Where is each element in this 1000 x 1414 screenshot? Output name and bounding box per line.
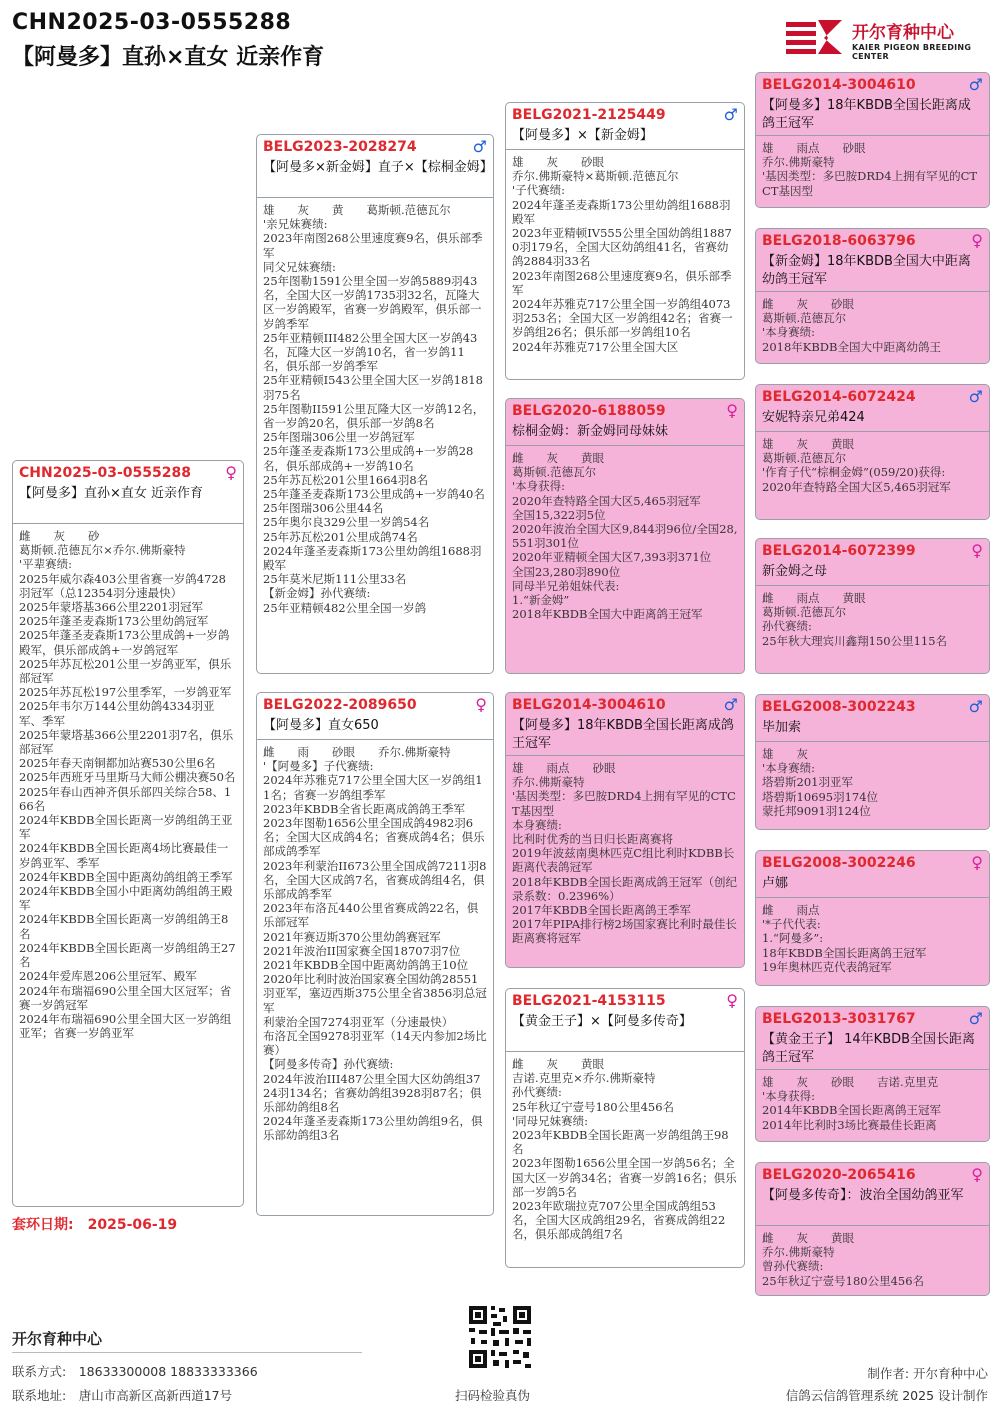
card-line: 2023年布洛瓦440公里省赛成鸽22名，俱乐部冠军	[263, 901, 479, 930]
card-dam	[256, 692, 494, 1216]
card-title: 【黄金王子】×【阿曼多传奇】	[512, 1014, 692, 1029]
card-line: 2024年KBDB全国小中距离幼鸽组鸽王殿军	[19, 884, 233, 913]
card-body	[512, 155, 738, 377]
card-line: 乔尔.佛斯豪特	[512, 775, 585, 790]
card-line: 2025年蓬圣麦森斯173公里成鸽+一岁鸽殿军，俱乐部成鸽+一岁鸽冠军	[19, 628, 230, 657]
ring-number: BELG2013-3031767	[762, 1011, 916, 1027]
card-line: 25年亚精顿482公里全国一岁鸽	[263, 600, 427, 615]
card-line: 雄 灰 黄 葛斯顿.范德瓦尔	[263, 203, 451, 217]
card-line: 2025年西班牙马里斯马大师公棚决赛50名	[19, 770, 236, 785]
card-line: 25年蓬圣麦森斯173公里成鸽+一岁鸽40名	[263, 487, 485, 502]
card-line: '本身获得:	[762, 1089, 816, 1104]
kaier-logo-icon	[784, 16, 844, 56]
card-line: '本身赛绩:	[762, 325, 816, 340]
card-line: 1.“新金姆”	[512, 593, 570, 608]
card-line: 葛斯顿.范德瓦尔	[762, 451, 847, 466]
card-line: 本身赛绩:	[512, 817, 562, 832]
card-line: 雄 灰 黄眼	[762, 437, 854, 451]
card-line: 19年奥林匹克代表鸽冠军	[762, 959, 892, 974]
card-line: 雄 灰 砂眼 吉诺.克里克	[762, 1075, 939, 1089]
ring-number: CHN2025-03-0555288	[19, 465, 191, 481]
card-body	[512, 761, 738, 965]
card-body	[762, 747, 983, 827]
ring-number: BELG2008-3002243	[762, 699, 916, 715]
card-line: 2025年苏瓦松197公里季军，一岁鸽亚军	[19, 685, 232, 700]
male-symbol-icon: ♂	[968, 75, 983, 94]
card-body	[762, 141, 983, 205]
card-line: 雌 雨 砂眼 乔尔.佛斯豪特	[263, 745, 451, 759]
card-line: 25年秋辽宁壹号180公里456名	[512, 1099, 675, 1114]
ring-number: BELG2022-2089650	[263, 697, 417, 713]
card-line: 葛斯顿.范德瓦尔	[762, 605, 847, 620]
female-symbol-icon: ♀	[971, 853, 983, 872]
card-line: 2014年KBDB全国长距离鸽王冠军	[762, 1103, 941, 1118]
ring-number: BELG2020-6188059	[512, 403, 666, 419]
card-line: 2025年蓬圣麦森斯173公里幼鸽冠军	[19, 614, 209, 629]
card-line: 2024年苏雅克717公里全国大区	[512, 339, 679, 354]
card-line: 塔碧斯10695羽174位	[762, 789, 879, 804]
card-line: 2025年苏瓦松201公里一岁鸽亚军，俱乐部冠军	[19, 656, 232, 686]
card-great-granddam-4	[755, 1162, 990, 1296]
ring-date: 套环日期: 2025-06-19	[12, 1217, 178, 1233]
card-line: '平辈赛绩:	[19, 557, 73, 572]
card-line: 2024年蓬圣麦森斯173公里幼鸽组9名，俱乐部幼鸽组3名	[263, 1114, 483, 1143]
card-body	[762, 297, 983, 361]
card-line: 2020年亚精顿全国大区7,393羽371位	[512, 550, 712, 565]
card-body	[263, 203, 487, 671]
card-line: 25年图勒1591公里全国一岁鸽5889羽43名，全国大区一岁鸽1735羽32名，瓦隆大区一岁鸽殿军，省赛一岁鸽殿军，俱乐部一岁鸽季军	[263, 274, 482, 331]
card-line: 【阿曼多传奇】孙代赛绩:	[263, 1057, 394, 1072]
card-line: 孙代赛绩:	[512, 1085, 562, 1100]
card-divider	[756, 431, 989, 432]
footer-org-name: 开尔育种中心	[12, 1330, 103, 1348]
card-line: 2021年波治II国家赛全国18707羽7位	[263, 943, 461, 958]
card-line: 孙代赛绩:	[762, 619, 812, 634]
card-line: 2021年赛迈斯370公里幼鸽赛冠军	[263, 929, 441, 944]
card-line: 2024年KBDB全国中距离幼鸽组鸽王季军	[19, 869, 233, 884]
logo-name: 开尔育种中心	[852, 23, 954, 43]
card-line: 2024年KBDB全国长距离一岁鸽组鸽王8名	[19, 912, 229, 941]
pigeon-id: CHN2025-03-0555288	[12, 10, 292, 35]
card-line: 2025年蒙塔基366公里2201羽7名，俱乐部冠军	[19, 727, 234, 757]
card-title: 【阿曼多传奇】：波治全国幼鸽亚军	[762, 1188, 964, 1203]
card-line: 18年KBDB全国长距离鸽王冠军	[762, 945, 927, 960]
card-line: 2024年苏雅克717公里全国一岁鸽组4073羽253名；全国大区一岁鸽组42名；省赛一岁鸽组26名；俱乐部一岁鸽组10名	[512, 297, 733, 340]
female-symbol-icon: ♀	[475, 695, 487, 714]
female-symbol-icon: ♀	[971, 231, 983, 250]
card-line: 2023年南图268公里速度赛9名，俱乐部季军	[512, 268, 732, 297]
ring-number: BELG2020-2065416	[762, 1167, 916, 1183]
card-line: 2023年KBDB全国长距离一岁鸽组鸽王98名	[512, 1128, 729, 1157]
card-line: '子代赛绩:	[512, 183, 566, 198]
card-line: 葛斯顿.范德瓦尔	[762, 311, 847, 326]
card-body	[762, 437, 983, 517]
card-divider	[506, 445, 744, 446]
card-body	[19, 529, 237, 1204]
female-symbol-icon: ♀	[225, 463, 237, 482]
card-line: 雌 灰 砂眼	[762, 297, 854, 311]
card-great-granddam-1	[755, 228, 990, 364]
card-line: 25年亚精顿I543公里全国大区一岁鸽1818羽75名	[263, 373, 483, 402]
card-great-grandsire-3	[755, 694, 990, 830]
male-symbol-icon: ♂	[968, 697, 983, 716]
male-symbol-icon: ♂	[968, 1009, 983, 1028]
card-line: 2020年查特路全国大区5,465羽冠军	[512, 493, 701, 508]
card-divider	[756, 741, 989, 742]
footer-contact: 联系方式: 18633300008 18833333366	[12, 1364, 258, 1379]
ring-number: BELG2014-3004610	[762, 77, 916, 93]
female-symbol-icon: ♀	[726, 991, 738, 1010]
card-title: 棕桐金姆：新金姆同母妹妹	[512, 424, 669, 439]
card-line: 2023年欧瑞拉克707公里全国成鸽组53名，全国大区成鸽组29名，省赛成鸽组22名，俱乐部成鸽组7名	[512, 1199, 726, 1242]
card-title: 【阿曼多】×【新金姆】	[512, 128, 653, 143]
logo-english-name: KAIER PIGEON BREEDING CENTER	[852, 43, 972, 61]
card-subject	[12, 460, 244, 1207]
card-line: 乔尔.佛斯豪特×葛斯顿.范德瓦尔	[512, 169, 679, 184]
qr-code-icon[interactable]	[467, 1304, 533, 1370]
footer-maker: 制作者: 开尔育种中心	[867, 1366, 988, 1381]
card-title: 【阿曼多×新金姆】直子×【棕桐金姆】	[263, 160, 493, 175]
card-line: 2024年蓬圣麦森斯173公里幼鸽组1688羽殿军	[512, 197, 731, 226]
card-line: 曾孙代赛绩:	[762, 1259, 824, 1274]
card-divider	[257, 197, 493, 198]
card-line: 2025年韦尔万144公里幼鸽4334羽亚军、季军	[19, 699, 215, 728]
card-divider	[756, 135, 989, 136]
ring-number: BELG2014-6072424	[762, 389, 916, 405]
card-divider	[506, 149, 744, 150]
card-dam-sire	[505, 692, 745, 968]
male-symbol-icon: ♂	[723, 695, 738, 714]
card-divider	[756, 1069, 989, 1070]
card-line: 2017年KBDB全国长距离鸽王季军	[512, 903, 691, 918]
footer-system: 信鸽云信鸽管理系统 2025 设计制作	[785, 1388, 988, 1403]
male-symbol-icon: ♂	[472, 137, 487, 156]
ring-number: BELG2021-4153115	[512, 993, 666, 1009]
ring-number: BELG2008-3002246	[762, 855, 916, 871]
pedigree-title: 【阿曼多】直孙×直女 近亲作育	[12, 45, 325, 70]
card-line: 吉诺.克里克×乔尔.佛斯豪特	[512, 1071, 656, 1086]
card-line: 2024年爱库恩206公里冠军、殿军	[19, 969, 197, 984]
ring-number: BELG2018-6063796	[762, 233, 916, 249]
card-line: 2023年KBDB全省长距离成鸽鸽王季军	[263, 801, 465, 816]
card-line: 2023年图勒1656公里全国一岁鸽56名；全国大区一岁鸽34名；省赛一岁鸽16名；俱乐部一岁鸽5名	[512, 1156, 737, 1199]
card-line: 25年图瑞306公里一岁鸽冠军	[263, 430, 415, 445]
card-line: 2024年苏雅克717公里全国大区一岁鸽组11名；省赛一岁鸽组季军	[263, 773, 483, 802]
card-body	[512, 451, 738, 671]
card-line: 2024年KBDB全国长距离4场比赛最佳一岁鸽亚军、季军	[19, 841, 229, 870]
card-line: 葛斯顿.范德瓦尔	[512, 465, 597, 480]
card-line: 布洛瓦全国9278羽亚军（14天内参加2场比赛）	[263, 1029, 487, 1058]
card-divider	[257, 739, 493, 740]
card-line: 2020年查特路全国大区5,465羽冠军	[762, 479, 951, 494]
card-line: '*子代代表:	[762, 917, 821, 932]
card-line: 2023年亚精顿IV555公里全国幼鸽组18870羽179名，全国大区幼鸽组41名，省赛幼鸽2884羽33名	[512, 226, 732, 269]
card-line: 【新金姆】孙代赛绩:	[263, 586, 371, 601]
female-symbol-icon: ♀	[971, 541, 983, 560]
ring-number: BELG2023-2028274	[263, 139, 417, 155]
card-title: 安妮特亲兄弟424	[762, 410, 865, 425]
card-line: 2023年图勒1656公里全国成鸽4982羽6名；全国大区成鸽4名；省赛成鸽4名；俱乐部成鸽季军	[263, 816, 485, 859]
card-line: 雄 雨点 砂眼	[762, 141, 866, 155]
card-line: 雄 灰 砂眼	[512, 155, 604, 169]
qr-caption: 扫码检验真伪	[455, 1388, 531, 1403]
card-line: 2021年KBDB全国中距离幼鸽鸽王10位	[263, 958, 469, 973]
card-line: '本身获得:	[512, 479, 566, 494]
card-line: 25年奥尔良329公里一岁鸽54名	[263, 515, 430, 530]
card-body	[762, 1075, 983, 1139]
card-line: 同母半兄弟姐妹代表:	[512, 578, 620, 593]
card-title: 【阿曼多】直孙×直女 近亲作育	[19, 486, 204, 501]
card-body	[762, 591, 983, 671]
ring-number: BELG2014-6072399	[762, 543, 916, 559]
card-line: 2023年南图268公里速度赛9名，俱乐部季军	[263, 231, 483, 260]
card-line: 2014年比利时3场比赛最佳长距离	[762, 1117, 937, 1132]
card-line: '基因类型：多巴胺DRD4上拥有罕见的CTCT基因型	[512, 789, 736, 818]
card-divider	[506, 1051, 744, 1052]
card-line: 比利时优秀的当日归长距离赛将	[512, 832, 673, 847]
female-symbol-icon: ♀	[971, 1165, 983, 1184]
card-sire	[256, 134, 494, 674]
card-line: '基因类型：多巴胺DRD4上拥有罕见的CTCT基因型	[762, 169, 978, 198]
card-great-granddam-3	[755, 850, 990, 986]
card-line: '作育子代“棕桐金姆”(059/20)获得:	[762, 465, 946, 480]
card-line: '本身赛绩:	[762, 761, 816, 776]
card-line: 葛斯顿.范德瓦尔×乔尔.佛斯豪特	[19, 543, 186, 558]
ring-number: BELG2021-2125449	[512, 107, 666, 123]
card-line: 2018年KBDB全国大中距离幼鸽王	[762, 339, 941, 354]
card-divider	[13, 523, 243, 524]
card-line: 25年秋大理宾川鑫翔150公里115名	[762, 633, 948, 648]
male-symbol-icon: ♂	[723, 105, 738, 124]
card-line: 雌 灰 黄眼	[512, 1057, 604, 1071]
card-divider	[756, 291, 989, 292]
card-great-grandsire-2	[755, 384, 990, 520]
card-line: 雌 灰 黄眼	[512, 451, 604, 465]
card-line: 雄 雨点 砂眼	[512, 761, 616, 775]
card-line: 25年苏瓦松201公里成鸽74名	[263, 529, 418, 544]
card-line: 雄 灰	[762, 747, 808, 761]
card-dam-dam	[505, 988, 745, 1268]
card-line: 25年莫米尼斯111公里33名	[263, 572, 407, 587]
card-line: 2024年蓬圣麦森斯173公里幼鸽组1688羽殿军	[263, 543, 482, 573]
card-line: '亲兄妹赛绩:	[263, 217, 328, 232]
card-line: 2025年春天南铜都加站赛530公里6名	[19, 756, 216, 771]
card-line: '【阿曼多】子代赛绩:	[263, 759, 374, 774]
card-title: 卢娜	[762, 876, 789, 891]
card-title: 【阿曼多】18年KBDB全国长距离成鸽王冠军	[762, 98, 971, 131]
card-line: 2025年威尔森403公里省赛一岁鸽4728羽冠军（总12354羽分速最快）	[19, 571, 226, 600]
card-divider	[506, 755, 744, 756]
card-divider	[756, 1225, 989, 1226]
card-great-grandsire-4	[755, 1006, 990, 1142]
card-line: 利蒙治全国7274羽亚军（分速最快）	[263, 1014, 454, 1029]
card-line: 乔尔.佛斯豪特	[762, 1245, 835, 1260]
card-body	[762, 903, 983, 983]
card-body	[263, 745, 487, 1213]
male-symbol-icon: ♂	[968, 387, 983, 406]
card-body	[512, 1057, 738, 1265]
card-line: 2019年波兹南奥林匹克C组比利时KDBB长距离代表鸽冠军	[512, 846, 735, 875]
card-line: 全国15,322羽5位	[512, 507, 606, 522]
card-line: 雌 雨点 黄眼	[762, 591, 866, 605]
card-line: 2024年KBDB全国长距离一岁鸽组鸽王亚军	[19, 813, 233, 842]
card-line: 乔尔.佛斯豪特	[762, 155, 835, 170]
card-line: 蒙托邦9091羽124位	[762, 803, 871, 818]
card-line: 2024年布瑞福690公里全国大区冠军；省赛一岁鸽冠军	[19, 983, 232, 1012]
card-line: 25年秋辽宁壹号180公里456名	[762, 1273, 925, 1288]
card-line: 2025年春山西神齐俱乐部四关综合58、166名	[19, 784, 232, 813]
card-line: 2023年利蒙治II673公里全国成鸽7211羽8名，全国大区成鸽7名，省赛成鸽组4名，俱乐部成鸽季军	[263, 858, 487, 902]
card-sire-sire	[505, 102, 745, 380]
card-line: 1.“阿曼多”:	[762, 931, 824, 946]
card-line: 2018年KBDB全国长距离成鸽王冠军（创纪录系数：0.2396%）	[512, 874, 737, 903]
card-great-grandsire-1	[755, 72, 990, 208]
card-line: 雌 雨点	[762, 903, 820, 917]
card-line: 2017年PIPA排行榜2场国家赛比利时最佳长距离赛将冠军	[512, 917, 737, 946]
card-line: 2025年蒙塔基366公里2201羽冠军	[19, 600, 203, 615]
card-line: 2024年波治III487公里全国大区幼鸽组3724羽134名；省赛幼鸽组3928羽87名；俱乐部幼鸽组8名	[263, 1071, 482, 1115]
footer-divider	[12, 1352, 362, 1353]
card-line: 25年苏瓦松201公里1664羽8名	[263, 472, 429, 487]
card-line: 雌 灰 黄眼	[762, 1231, 854, 1245]
card-line: 2020年比利时波治国家赛全国幼鸽28551羽亚军，塞迈西斯375公里全省3856羽总冠军	[263, 972, 487, 1015]
card-title: 【阿曼多】直女650	[263, 718, 379, 733]
card-line: 25年图瑞306公里44名	[263, 501, 384, 516]
card-title: 【阿曼多】18年KBDB全国长距离成鸽王冠军	[512, 718, 734, 751]
card-line: 2018年KBDB全国大中距离鸽王冠军	[512, 607, 703, 622]
card-line: 同父兄妹赛绩:	[263, 259, 336, 274]
card-sire-dam	[505, 398, 745, 674]
logo	[784, 16, 994, 60]
card-line: 25年亚精顿III482公里全国大区一岁鸽43名，瓦隆大区一岁鸽10名，省一岁鸽11名，俱乐部一岁鸽季军	[263, 330, 478, 374]
card-title: 新金姆之母	[762, 564, 828, 579]
card-divider	[756, 585, 989, 586]
ring-number: BELG2014-3004610	[512, 697, 666, 713]
card-body	[762, 1231, 983, 1293]
card-title: 毕加索	[762, 720, 802, 735]
card-line: '同母兄妹赛绩:	[512, 1113, 589, 1128]
card-line: 2020年波治全国大区9,844羽96位/全国28,551羽301位	[512, 522, 738, 551]
card-great-granddam-2	[755, 538, 990, 674]
card-line: 全国23,280羽890位	[512, 564, 621, 579]
card-line: 塔碧斯201羽亚军	[762, 775, 853, 790]
footer-address: 联系地址: 唐山市高新区高新西道17号	[12, 1388, 233, 1403]
card-divider	[756, 897, 989, 898]
card-line: 雌 灰 砂	[19, 529, 100, 543]
female-symbol-icon: ♀	[726, 401, 738, 420]
card-line: 25年蓬圣麦森斯173公里成鸽+一岁鸽28名，俱乐部成鸽+一岁鸽10名	[263, 444, 474, 473]
card-title: 【新金姆】18年KBDB全国大中距离幼鸽王冠军	[762, 254, 971, 287]
card-line: 2024年布瑞福690公里全国大区一岁鸽组亚军；省赛一岁鸽亚军	[19, 1011, 232, 1041]
card-line: 25年图勒II591公里瓦隆大区一岁鸽12名，省一岁鸽20名，俱乐部一岁鸽8名	[263, 401, 485, 431]
card-title: 【黄金王子】 14年KBDB全国长距离鸽王冠军	[762, 1032, 976, 1065]
card-line: 2024年KBDB全国长距离一岁鸽组鸽王27名	[19, 940, 236, 970]
